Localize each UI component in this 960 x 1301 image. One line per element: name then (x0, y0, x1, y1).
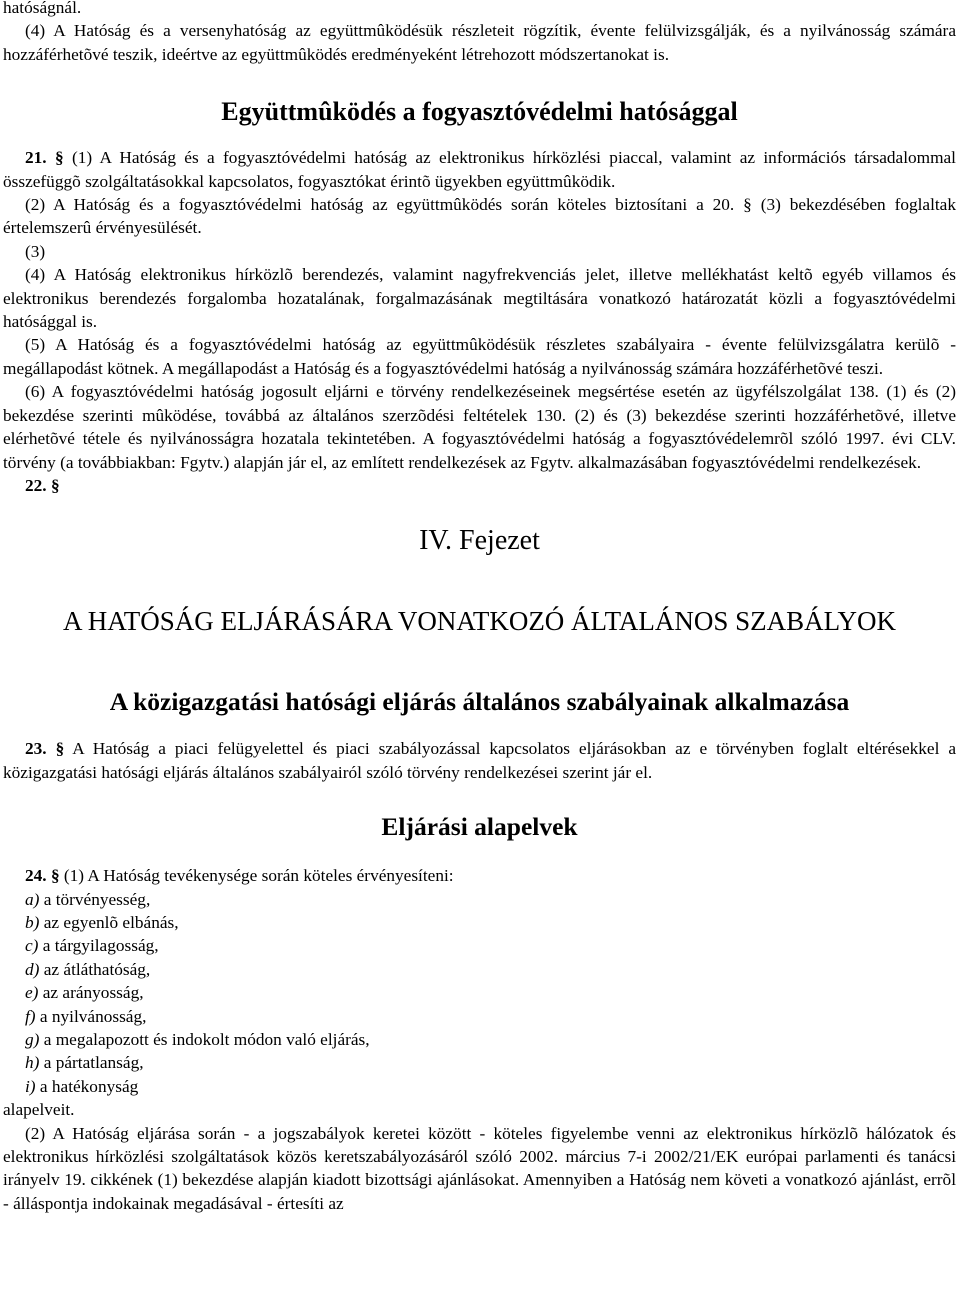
section-number: 23. (25, 739, 47, 759)
list-letter: b) (25, 912, 40, 932)
section-21-par-2 (3, 193, 956, 240)
section-23 (3, 737, 956, 784)
principles-list (3, 888, 956, 1099)
list-item (3, 1075, 956, 1098)
section-text: (1) A Hatóság tevékenysége során köteles érvényesíteni: (63, 866, 454, 886)
section-21-par-6: (6) A fogyasztóvédelmi hatóság jogosult eljárni e törvény rendelkezéseinek megsértése esetén az ügyfélszolgálat 138. (1) és (2) bekezdése szerinti mûködése, továbbá az általános szerzõdési feltételek 130. (2) és (3) bekezdése szerinti hozzáférhetõvé, illetve elérhetõvé tétele és nyilvánosságra hozatala tekintetében. A fogyasztóvédelmi hatóság a fogyasztóvédelemrõl szóló 1997. évi CLV. törvény (a továbbiakban: Fgytv.) alapján jár el, az említett rendelkezések az Fgytv. alkalmazásában fogyasztóvédelmi rendelkezések. (3, 382, 956, 472)
list-item (3, 934, 956, 957)
list-text: a pártatlanság, (43, 1053, 144, 1073)
list-text: a nyilvánosság, (39, 1006, 147, 1026)
list-letter: e) (25, 983, 39, 1003)
list-item (3, 1028, 956, 1051)
par-text: (3) bekezdésében foglaltak értelemszerû érvényesülését. (3, 195, 956, 238)
section-heading-administrative: A közigazgatási hatósági eljárás általános szabályainak alkalmazása (109, 687, 850, 717)
section-symbol: § (50, 475, 60, 495)
document-page (3, 0, 956, 1215)
section-21-par-4: (4) A Hatóság elektronikus hírközlõ berendezés, valamint nagyfrekvenciás jelet, illetve mellékhatást keltõ egyéb villamos és elektronikus berendezés forgalomba hozatalának, forgalmazásának megtiltására vonatkozó határozatát közli a fogyasztóvédelmi hatósággal is. (3, 265, 956, 332)
section-24 (3, 864, 956, 887)
section-text: A Hatóság a piaci felügyelettel és piaci szabályozással kapcsolatos eljárásokban az e törvényben foglalt eltérésekkel a közigazgatási hatósági eljárás általános szabályairól szóló törvény rendelkezései szerint jár el. (3, 739, 956, 782)
section-22 (3, 474, 956, 497)
list-item (3, 911, 956, 934)
list-letter: g) (25, 1029, 40, 1049)
list-text: az átláthatóság, (43, 959, 151, 979)
list-text: az egyenlõ elbánás, (43, 912, 179, 932)
list-item (3, 1005, 956, 1028)
list-item (3, 981, 956, 1004)
list-item (3, 958, 956, 981)
list-text: az arányosság, (42, 983, 144, 1003)
section-number: 21. (25, 148, 47, 168)
section-symbol: § (55, 739, 65, 759)
list-text: a tárgyilagosság, (42, 936, 159, 956)
chapter-title: A HATÓSÁG ELJÁRÁSÁRA VONATKOZÓ ÁLTALÁNOS SZABÁLYOK (63, 606, 896, 637)
paragraph-4: (4) A Hatóság és a versenyhatóság az együttmûködésük részleteit rögzítik, évente felülvizsgálják, és a nyilvánosság számára hozzáférhetõvé teszik, ideértve az együttmûködés eredményeként létrehozott módszertanokat is. (3, 21, 956, 64)
section-symbol: § (54, 148, 64, 168)
list-text: a törvényesség, (43, 889, 151, 909)
list-letter: h) (25, 1053, 40, 1073)
section-symbol: § (743, 195, 752, 215)
list-item (3, 1051, 956, 1074)
section-number: 22. (25, 475, 47, 495)
list-letter: a) (25, 889, 40, 909)
par-text: (2) A Hatóság és a fogyasztóvédelmi hatóság az együttmûködés során köteles biztosítani a 20. (25, 195, 735, 215)
list-closing: alapelveit. (3, 1100, 75, 1120)
section-21-par-5: (5) A Hatóság és a fogyasztóvédelmi hatóság az együttmûködésük részletes szabályaira - évente felülvizsgálatra kerülõ - megállapodást kötnek. A megállapodást a Hatóság és a fogyasztóvédelmi hatóság a nyilvánosság számára hozzáférhetõvé teszi. (3, 335, 956, 378)
list-text: a hatékonyság (39, 1076, 139, 1096)
section-heading-cooperation: Együttmûködés a fogyasztóvédelmi hatósággal (221, 97, 738, 127)
list-letter: f) (25, 1006, 36, 1026)
list-letter: i) (25, 1076, 36, 1096)
list-text: a megalapozott és indokolt módon való eljárás, (43, 1029, 370, 1049)
list-letter: d) (25, 959, 40, 979)
section-number: 24. (25, 866, 47, 886)
text-line: hatóságnál. (3, 0, 82, 17)
list-item (3, 888, 956, 911)
chapter-heading: IV. Fejezet (419, 525, 540, 557)
section-heading-principles: Eljárási alapelvek (381, 812, 578, 842)
section-24-par-2: (2) A Hatóság eljárása során - a jogszabályok keretei között - köteles figyelembe venni az elektronikus hírközlõ hálózatok és elektronikus hírközlési szolgáltatások közös keretszabályozásáról szóló 2002. március 7-i 2002/21/EK európai parlamenti és tanácsi irányelv 19. cikkének (1) bekezdése alapján kiadott bizottsági ajánlásokat. Amennyiben a Hatóság nem követi a vonatkozó ajánlást, errõl - álláspontja indokainak megadásával - értesíti az (3, 1123, 956, 1213)
section-21-par-3: (3) (25, 241, 46, 261)
section-text: (1) A Hatóság és a fogyasztóvédelmi hatóság az elektronikus hírközlési piaccal, valamint az információs társadalommal összefüggõ szolgáltatásokkal kapcsolatos, fogyasztókat érintõ ügyekben együttmûködik. (3, 148, 956, 191)
section-symbol: § (50, 866, 60, 886)
section-21 (3, 146, 956, 193)
list-letter: c) (25, 936, 39, 956)
